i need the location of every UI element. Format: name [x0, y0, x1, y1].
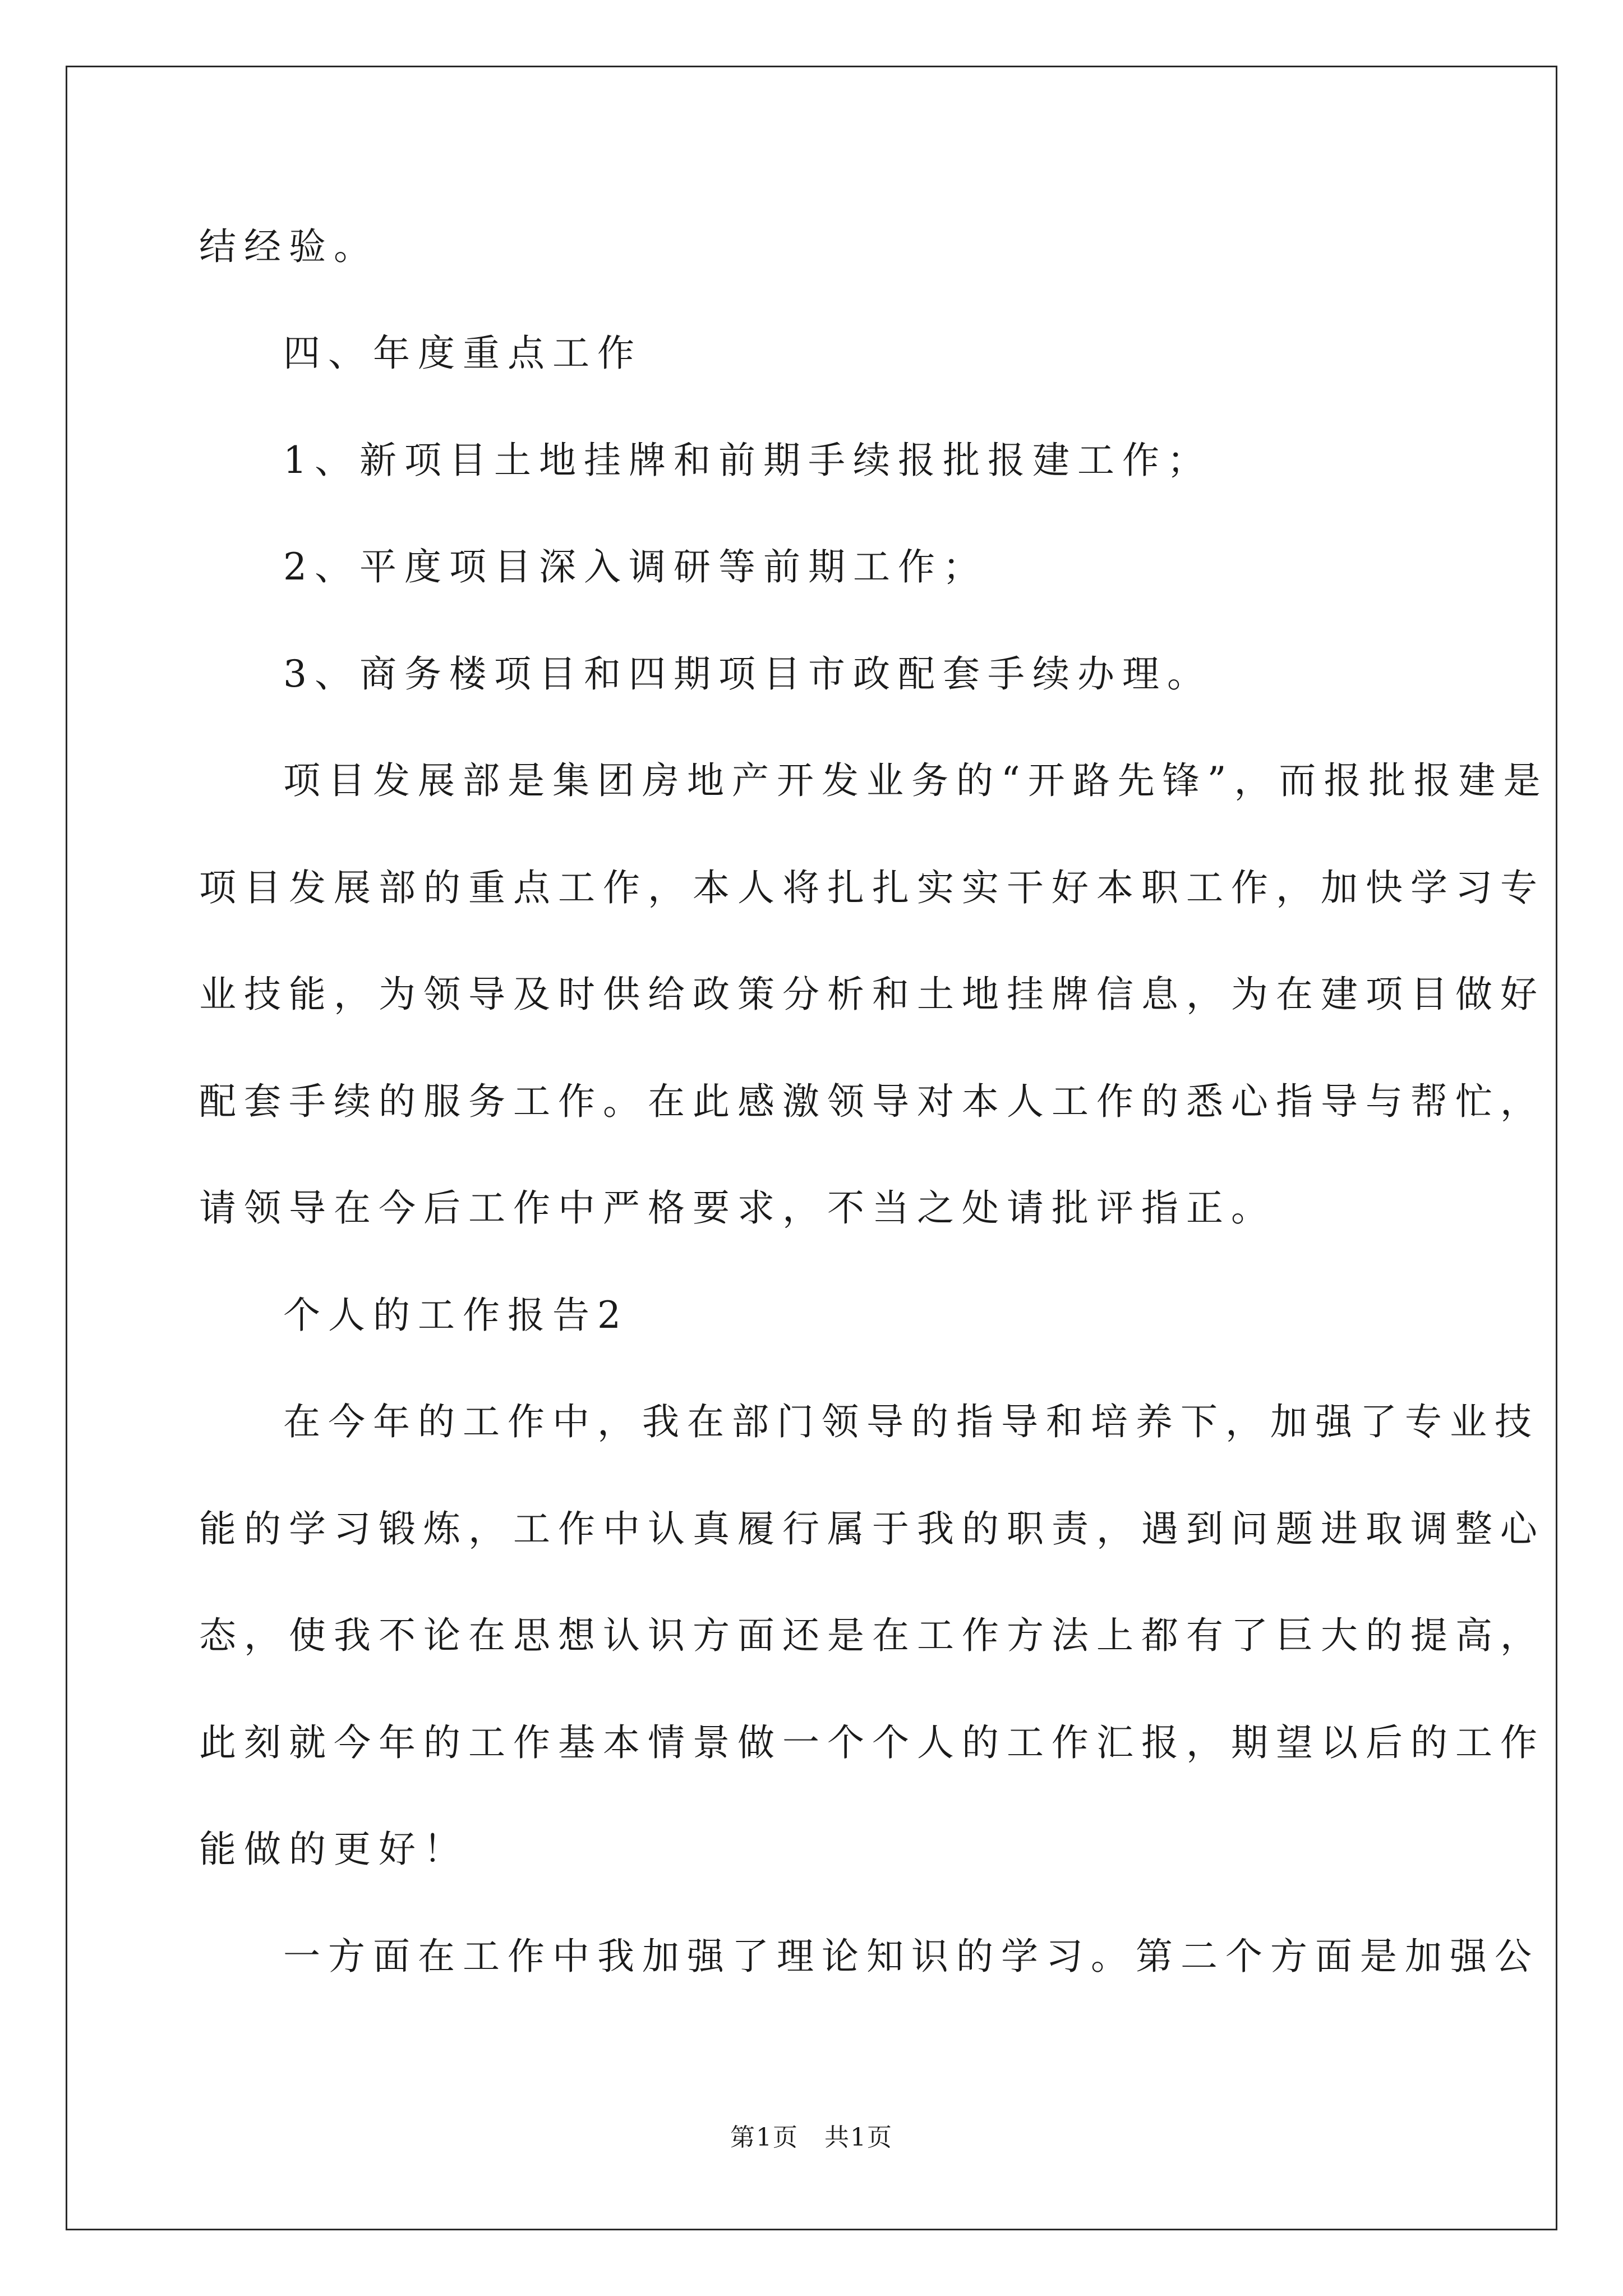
list-item: 3、商务楼项目和四期项目市政配套手续办理。	[283, 652, 1212, 696]
paragraph-line: 态，使我不论在思想认识方面还是在工作方法上都有了巨大的提高，	[199, 1614, 1545, 1657]
paragraph-line: 此刻就今年的工作基本情景做一个个人的工作汇报，期望以后的工作	[199, 1721, 1545, 1764]
paragraph-line: 请领导在今后工作中严格要求，不当之处请批评指正。	[199, 1186, 1276, 1230]
list-item: 2、平度项目深入调研等前期工作；	[283, 545, 988, 588]
paragraph-line: 项目发展部的重点工作，本人将扎扎实实干好本职工作，加快学习专	[199, 866, 1545, 909]
section-heading: 四、年度重点工作	[283, 332, 642, 375]
page-border	[66, 66, 1557, 2230]
list-item: 1、新项目土地挂牌和前期手续报批报建工作；	[283, 439, 1212, 482]
page-number-footer: 第1页 共1页	[730, 2123, 893, 2152]
paragraph-line: 结经验。	[199, 225, 379, 268]
paragraph-line: 在今年的工作中，我在部门领导的指导和培养下，加强了专业技	[283, 1400, 1539, 1443]
paragraph-line: 能的学习锻炼，工作中认真履行属于我的职责，遇到问题进取调整心	[199, 1507, 1545, 1550]
paragraph-line: 能做的更好！	[199, 1828, 468, 1871]
paragraph-line: 项目发展部是集团房地产开发业务的“开路先锋”，而报批报建是	[283, 759, 1548, 802]
paragraph-line: 配套手续的服务工作。在此感激领导对本人工作的悉心指导与帮忙，	[199, 1080, 1545, 1123]
section-heading: 个人的工作报告2	[283, 1294, 629, 1337]
paragraph-line: 业技能，为领导及时供给政策分析和土地挂牌信息，为在建项目做好	[199, 973, 1545, 1016]
paragraph-line: 一方面在工作中我加强了理论知识的学习。第二个方面是加强公	[283, 1935, 1539, 1978]
